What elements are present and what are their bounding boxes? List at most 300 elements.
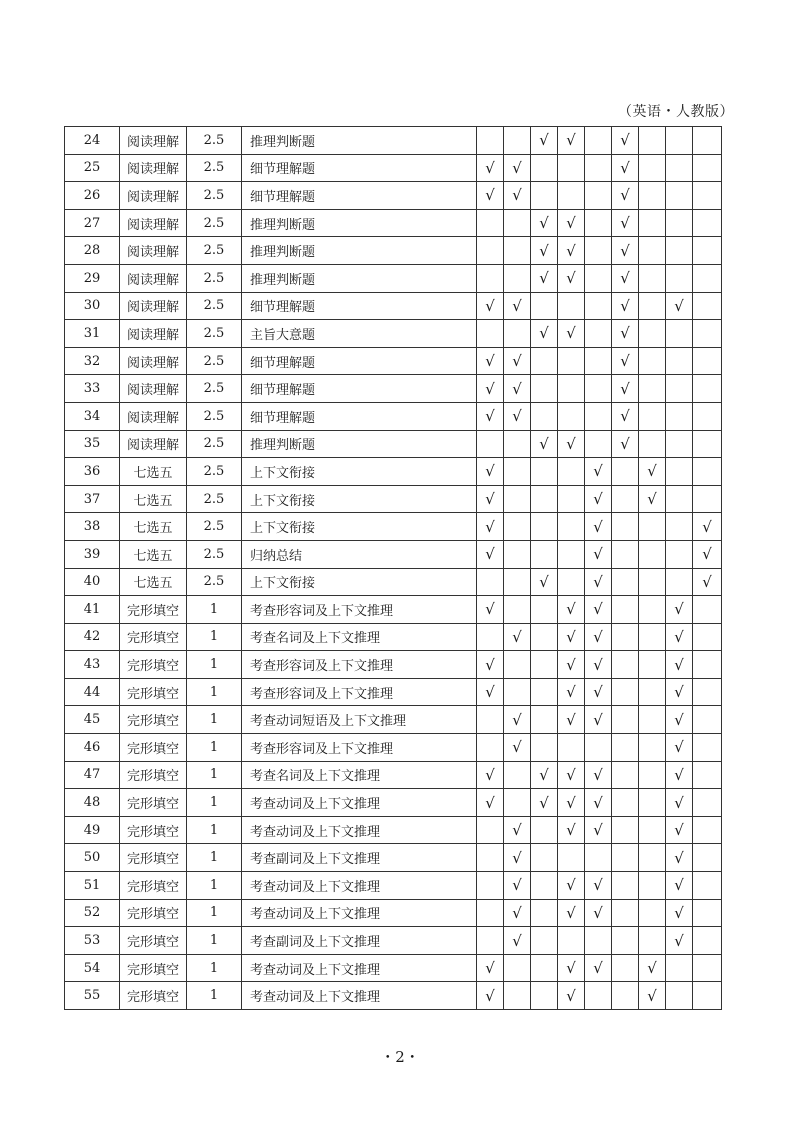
empty-check-cell [693, 678, 722, 706]
table-row [65, 513, 722, 541]
empty-check-cell [477, 927, 504, 955]
check-mark-cell: √ [666, 927, 693, 955]
check-mark-cell: √ [477, 540, 504, 568]
empty-check-cell [693, 954, 722, 982]
description-cell: 考查动词及上下文推理 [242, 816, 477, 844]
empty-check-cell [666, 982, 693, 1010]
empty-check-cell [585, 347, 612, 375]
empty-check-cell [531, 540, 558, 568]
empty-check-cell [477, 872, 504, 900]
empty-check-cell [477, 568, 504, 596]
description-cell: 考查副词及上下文推理 [242, 844, 477, 872]
table-row [65, 706, 722, 734]
check-mark-cell: √ [531, 237, 558, 265]
empty-check-cell [693, 430, 722, 458]
score-cell: 2.5 [187, 264, 242, 292]
score-cell: 2.5 [187, 292, 242, 320]
section-cell: 阅读理解 [120, 375, 187, 403]
empty-check-cell [504, 789, 531, 817]
empty-check-cell [585, 237, 612, 265]
empty-check-cell [531, 347, 558, 375]
question-number-cell: 30 [65, 292, 120, 320]
check-mark-cell: √ [531, 209, 558, 237]
empty-check-cell [531, 596, 558, 624]
empty-check-cell [585, 154, 612, 182]
section-cell: 七选五 [120, 485, 187, 513]
check-mark-cell: √ [558, 982, 585, 1010]
empty-check-cell [612, 982, 639, 1010]
check-mark-cell: √ [504, 623, 531, 651]
empty-check-cell [639, 734, 666, 762]
empty-check-cell [612, 706, 639, 734]
check-mark-cell: √ [585, 485, 612, 513]
description-cell: 细节理解题 [242, 182, 477, 210]
empty-check-cell [558, 182, 585, 210]
check-mark-cell: √ [477, 789, 504, 817]
score-cell: 1 [187, 706, 242, 734]
empty-check-cell [612, 596, 639, 624]
score-cell: 2.5 [187, 182, 242, 210]
score-cell: 2.5 [187, 320, 242, 348]
check-mark-cell: √ [477, 485, 504, 513]
check-mark-cell: √ [612, 182, 639, 210]
table-row [65, 899, 722, 927]
description-cell: 考查名词及上下文推理 [242, 623, 477, 651]
check-mark-cell: √ [477, 375, 504, 403]
empty-check-cell [531, 513, 558, 541]
description-cell: 考查形容词及上下文推理 [242, 651, 477, 679]
empty-check-cell [612, 513, 639, 541]
empty-check-cell [639, 320, 666, 348]
empty-check-cell [612, 816, 639, 844]
description-cell: 细节理解题 [242, 402, 477, 430]
table-row [65, 734, 722, 762]
score-cell: 1 [187, 678, 242, 706]
description-cell: 上下文衔接 [242, 485, 477, 513]
empty-check-cell [477, 623, 504, 651]
question-number-cell: 25 [65, 154, 120, 182]
check-mark-cell: √ [504, 706, 531, 734]
table-row [65, 182, 722, 210]
empty-check-cell [558, 292, 585, 320]
table-row [65, 872, 722, 900]
check-mark-cell: √ [666, 844, 693, 872]
check-mark-cell: √ [612, 402, 639, 430]
empty-check-cell [693, 651, 722, 679]
check-mark-cell: √ [477, 182, 504, 210]
empty-check-cell [585, 320, 612, 348]
empty-check-cell [477, 430, 504, 458]
score-cell: 2.5 [187, 154, 242, 182]
score-cell: 1 [187, 761, 242, 789]
empty-check-cell [666, 154, 693, 182]
description-cell: 考查形容词及上下文推理 [242, 678, 477, 706]
check-mark-cell: √ [477, 982, 504, 1010]
section-cell: 完形填空 [120, 954, 187, 982]
empty-check-cell [504, 651, 531, 679]
table-row [65, 402, 722, 430]
table-row [65, 485, 722, 513]
check-mark-cell: √ [612, 375, 639, 403]
table-row [65, 209, 722, 237]
check-mark-cell: √ [558, 899, 585, 927]
section-cell: 七选五 [120, 513, 187, 541]
check-mark-cell: √ [666, 596, 693, 624]
check-mark-cell: √ [612, 127, 639, 155]
empty-check-cell [693, 734, 722, 762]
empty-check-cell [666, 237, 693, 265]
check-mark-cell: √ [558, 320, 585, 348]
question-number-cell: 44 [65, 678, 120, 706]
description-cell: 归纳总结 [242, 540, 477, 568]
empty-check-cell [504, 678, 531, 706]
check-mark-cell: √ [585, 651, 612, 679]
check-mark-cell: √ [612, 209, 639, 237]
check-mark-cell: √ [666, 816, 693, 844]
empty-check-cell [477, 706, 504, 734]
check-mark-cell: √ [558, 706, 585, 734]
check-mark-cell: √ [504, 375, 531, 403]
empty-check-cell [612, 678, 639, 706]
description-cell: 考查动词及上下文推理 [242, 899, 477, 927]
empty-check-cell [477, 816, 504, 844]
question-number-cell: 36 [65, 458, 120, 486]
check-mark-cell: √ [639, 458, 666, 486]
empty-check-cell [477, 320, 504, 348]
empty-check-cell [639, 513, 666, 541]
check-mark-cell: √ [504, 154, 531, 182]
question-number-cell: 40 [65, 568, 120, 596]
empty-check-cell [612, 872, 639, 900]
check-mark-cell: √ [612, 292, 639, 320]
section-cell: 阅读理解 [120, 347, 187, 375]
description-cell: 上下文衔接 [242, 458, 477, 486]
description-cell: 考查动词及上下文推理 [242, 982, 477, 1010]
description-cell: 考查名词及上下文推理 [242, 761, 477, 789]
empty-check-cell [666, 458, 693, 486]
check-mark-cell: √ [558, 761, 585, 789]
question-number-cell: 29 [65, 264, 120, 292]
check-mark-cell: √ [666, 651, 693, 679]
question-number-cell: 54 [65, 954, 120, 982]
check-mark-cell: √ [558, 209, 585, 237]
section-cell: 完形填空 [120, 816, 187, 844]
empty-check-cell [531, 899, 558, 927]
check-mark-cell: √ [585, 678, 612, 706]
empty-check-cell [639, 789, 666, 817]
section-cell: 完形填空 [120, 596, 187, 624]
empty-check-cell [639, 402, 666, 430]
empty-check-cell [585, 264, 612, 292]
empty-check-cell [666, 954, 693, 982]
table-row [65, 816, 722, 844]
empty-check-cell [693, 237, 722, 265]
empty-check-cell [639, 651, 666, 679]
empty-check-cell [666, 485, 693, 513]
table-row [65, 596, 722, 624]
empty-check-cell [504, 761, 531, 789]
check-mark-cell: √ [585, 789, 612, 817]
score-cell: 2.5 [187, 402, 242, 430]
empty-check-cell [693, 375, 722, 403]
check-mark-cell: √ [585, 568, 612, 596]
empty-check-cell [612, 623, 639, 651]
check-mark-cell: √ [531, 430, 558, 458]
empty-check-cell [531, 954, 558, 982]
description-cell: 考查形容词及上下文推理 [242, 734, 477, 762]
empty-check-cell [504, 264, 531, 292]
check-mark-cell: √ [585, 872, 612, 900]
empty-check-cell [504, 485, 531, 513]
empty-check-cell [504, 596, 531, 624]
empty-check-cell [693, 154, 722, 182]
question-number-cell: 28 [65, 237, 120, 265]
score-cell: 2.5 [187, 458, 242, 486]
check-mark-cell: √ [558, 816, 585, 844]
empty-check-cell [585, 430, 612, 458]
empty-check-cell [531, 292, 558, 320]
score-cell: 2.5 [187, 540, 242, 568]
check-mark-cell: √ [477, 292, 504, 320]
score-cell: 1 [187, 844, 242, 872]
empty-check-cell [666, 264, 693, 292]
description-cell: 考查副词及上下文推理 [242, 927, 477, 955]
empty-check-cell [693, 844, 722, 872]
question-number-cell: 53 [65, 927, 120, 955]
check-mark-cell: √ [612, 430, 639, 458]
check-mark-cell: √ [558, 872, 585, 900]
description-cell: 考查动词及上下文推理 [242, 872, 477, 900]
check-mark-cell: √ [585, 513, 612, 541]
empty-check-cell [558, 927, 585, 955]
empty-check-cell [639, 678, 666, 706]
empty-check-cell [612, 899, 639, 927]
description-cell: 上下文衔接 [242, 568, 477, 596]
check-mark-cell: √ [558, 954, 585, 982]
empty-check-cell [612, 458, 639, 486]
section-cell: 阅读理解 [120, 127, 187, 155]
empty-check-cell [531, 458, 558, 486]
empty-check-cell [666, 375, 693, 403]
description-cell: 细节理解题 [242, 375, 477, 403]
section-cell: 阅读理解 [120, 320, 187, 348]
check-mark-cell: √ [693, 513, 722, 541]
empty-check-cell [585, 844, 612, 872]
table-row [65, 623, 722, 651]
score-cell: 2.5 [187, 127, 242, 155]
empty-check-cell [477, 209, 504, 237]
empty-check-cell [639, 237, 666, 265]
score-cell: 1 [187, 954, 242, 982]
empty-check-cell [666, 540, 693, 568]
score-cell: 2.5 [187, 568, 242, 596]
check-mark-cell: √ [612, 154, 639, 182]
check-mark-cell: √ [585, 623, 612, 651]
check-mark-cell: √ [558, 237, 585, 265]
score-cell: 1 [187, 596, 242, 624]
empty-check-cell [639, 127, 666, 155]
score-cell: 1 [187, 734, 242, 762]
question-analysis-table [64, 126, 722, 1010]
empty-check-cell [531, 651, 558, 679]
check-mark-cell: √ [612, 320, 639, 348]
empty-check-cell [666, 402, 693, 430]
section-cell: 阅读理解 [120, 182, 187, 210]
empty-check-cell [612, 954, 639, 982]
empty-check-cell [558, 540, 585, 568]
empty-check-cell [639, 568, 666, 596]
empty-check-cell [639, 182, 666, 210]
score-cell: 2.5 [187, 430, 242, 458]
empty-check-cell [531, 402, 558, 430]
empty-check-cell [585, 182, 612, 210]
check-mark-cell: √ [504, 927, 531, 955]
score-cell: 1 [187, 623, 242, 651]
description-cell: 细节理解题 [242, 347, 477, 375]
empty-check-cell [639, 209, 666, 237]
empty-check-cell [693, 347, 722, 375]
table-row [65, 678, 722, 706]
empty-check-cell [693, 264, 722, 292]
table-row [65, 540, 722, 568]
check-mark-cell: √ [558, 678, 585, 706]
check-mark-cell: √ [477, 154, 504, 182]
empty-check-cell [504, 209, 531, 237]
check-mark-cell: √ [504, 182, 531, 210]
check-mark-cell: √ [558, 127, 585, 155]
check-mark-cell: √ [558, 430, 585, 458]
empty-check-cell [558, 458, 585, 486]
section-cell: 完形填空 [120, 899, 187, 927]
table-row [65, 430, 722, 458]
empty-check-cell [504, 568, 531, 596]
empty-check-cell [639, 154, 666, 182]
empty-check-cell [666, 347, 693, 375]
empty-check-cell [666, 182, 693, 210]
empty-check-cell [639, 761, 666, 789]
section-cell: 七选五 [120, 540, 187, 568]
question-number-cell: 34 [65, 402, 120, 430]
empty-check-cell [693, 927, 722, 955]
empty-check-cell [558, 568, 585, 596]
check-mark-cell: √ [504, 347, 531, 375]
empty-check-cell [558, 375, 585, 403]
check-mark-cell: √ [531, 320, 558, 348]
check-mark-cell: √ [504, 899, 531, 927]
empty-check-cell [504, 540, 531, 568]
question-number-cell: 39 [65, 540, 120, 568]
empty-check-cell [585, 375, 612, 403]
description-cell: 推理判断题 [242, 209, 477, 237]
empty-check-cell [585, 292, 612, 320]
question-number-cell: 45 [65, 706, 120, 734]
question-number-cell: 27 [65, 209, 120, 237]
empty-check-cell [531, 485, 558, 513]
table-row [65, 320, 722, 348]
section-cell: 完形填空 [120, 844, 187, 872]
check-mark-cell: √ [531, 568, 558, 596]
check-mark-cell: √ [477, 954, 504, 982]
section-cell: 阅读理解 [120, 292, 187, 320]
check-mark-cell: √ [558, 596, 585, 624]
empty-check-cell [666, 127, 693, 155]
question-number-cell: 38 [65, 513, 120, 541]
question-number-cell: 51 [65, 872, 120, 900]
section-cell: 阅读理解 [120, 209, 187, 237]
empty-check-cell [639, 927, 666, 955]
table-row [65, 954, 722, 982]
check-mark-cell: √ [558, 789, 585, 817]
section-cell: 阅读理解 [120, 237, 187, 265]
check-mark-cell: √ [585, 816, 612, 844]
description-cell: 考查动词及上下文推理 [242, 954, 477, 982]
score-cell: 1 [187, 927, 242, 955]
check-mark-cell: √ [612, 347, 639, 375]
empty-check-cell [477, 844, 504, 872]
empty-check-cell [693, 209, 722, 237]
page-number: ・2・ [380, 1048, 420, 1066]
empty-check-cell [693, 899, 722, 927]
score-cell: 1 [187, 982, 242, 1010]
check-mark-cell: √ [477, 458, 504, 486]
empty-check-cell [531, 927, 558, 955]
empty-check-cell [612, 761, 639, 789]
empty-check-cell [612, 844, 639, 872]
empty-check-cell [666, 430, 693, 458]
score-cell: 1 [187, 872, 242, 900]
check-mark-cell: √ [666, 706, 693, 734]
check-mark-cell: √ [531, 264, 558, 292]
empty-check-cell [531, 982, 558, 1010]
table-row [65, 568, 722, 596]
empty-check-cell [639, 430, 666, 458]
question-number-cell: 41 [65, 596, 120, 624]
check-mark-cell: √ [585, 596, 612, 624]
score-cell: 1 [187, 651, 242, 679]
check-mark-cell: √ [585, 458, 612, 486]
description-cell: 考查动词短语及上下文推理 [242, 706, 477, 734]
check-mark-cell: √ [612, 237, 639, 265]
empty-check-cell [639, 706, 666, 734]
check-mark-cell: √ [666, 734, 693, 762]
empty-check-cell [639, 375, 666, 403]
description-cell: 细节理解题 [242, 292, 477, 320]
section-cell: 完形填空 [120, 927, 187, 955]
empty-check-cell [558, 844, 585, 872]
section-cell: 完形填空 [120, 678, 187, 706]
empty-check-cell [693, 872, 722, 900]
empty-check-cell [504, 237, 531, 265]
empty-check-cell [585, 127, 612, 155]
empty-check-cell [531, 844, 558, 872]
empty-check-cell [531, 678, 558, 706]
section-cell: 完形填空 [120, 651, 187, 679]
question-number-cell: 32 [65, 347, 120, 375]
empty-check-cell [558, 513, 585, 541]
table-row [65, 127, 722, 155]
check-mark-cell: √ [585, 706, 612, 734]
check-mark-cell: √ [477, 402, 504, 430]
check-mark-cell: √ [666, 292, 693, 320]
check-mark-cell: √ [531, 761, 558, 789]
score-cell: 2.5 [187, 375, 242, 403]
table-row [65, 237, 722, 265]
empty-check-cell [477, 899, 504, 927]
question-number-cell: 31 [65, 320, 120, 348]
empty-check-cell [693, 320, 722, 348]
check-mark-cell: √ [477, 678, 504, 706]
empty-check-cell [477, 734, 504, 762]
